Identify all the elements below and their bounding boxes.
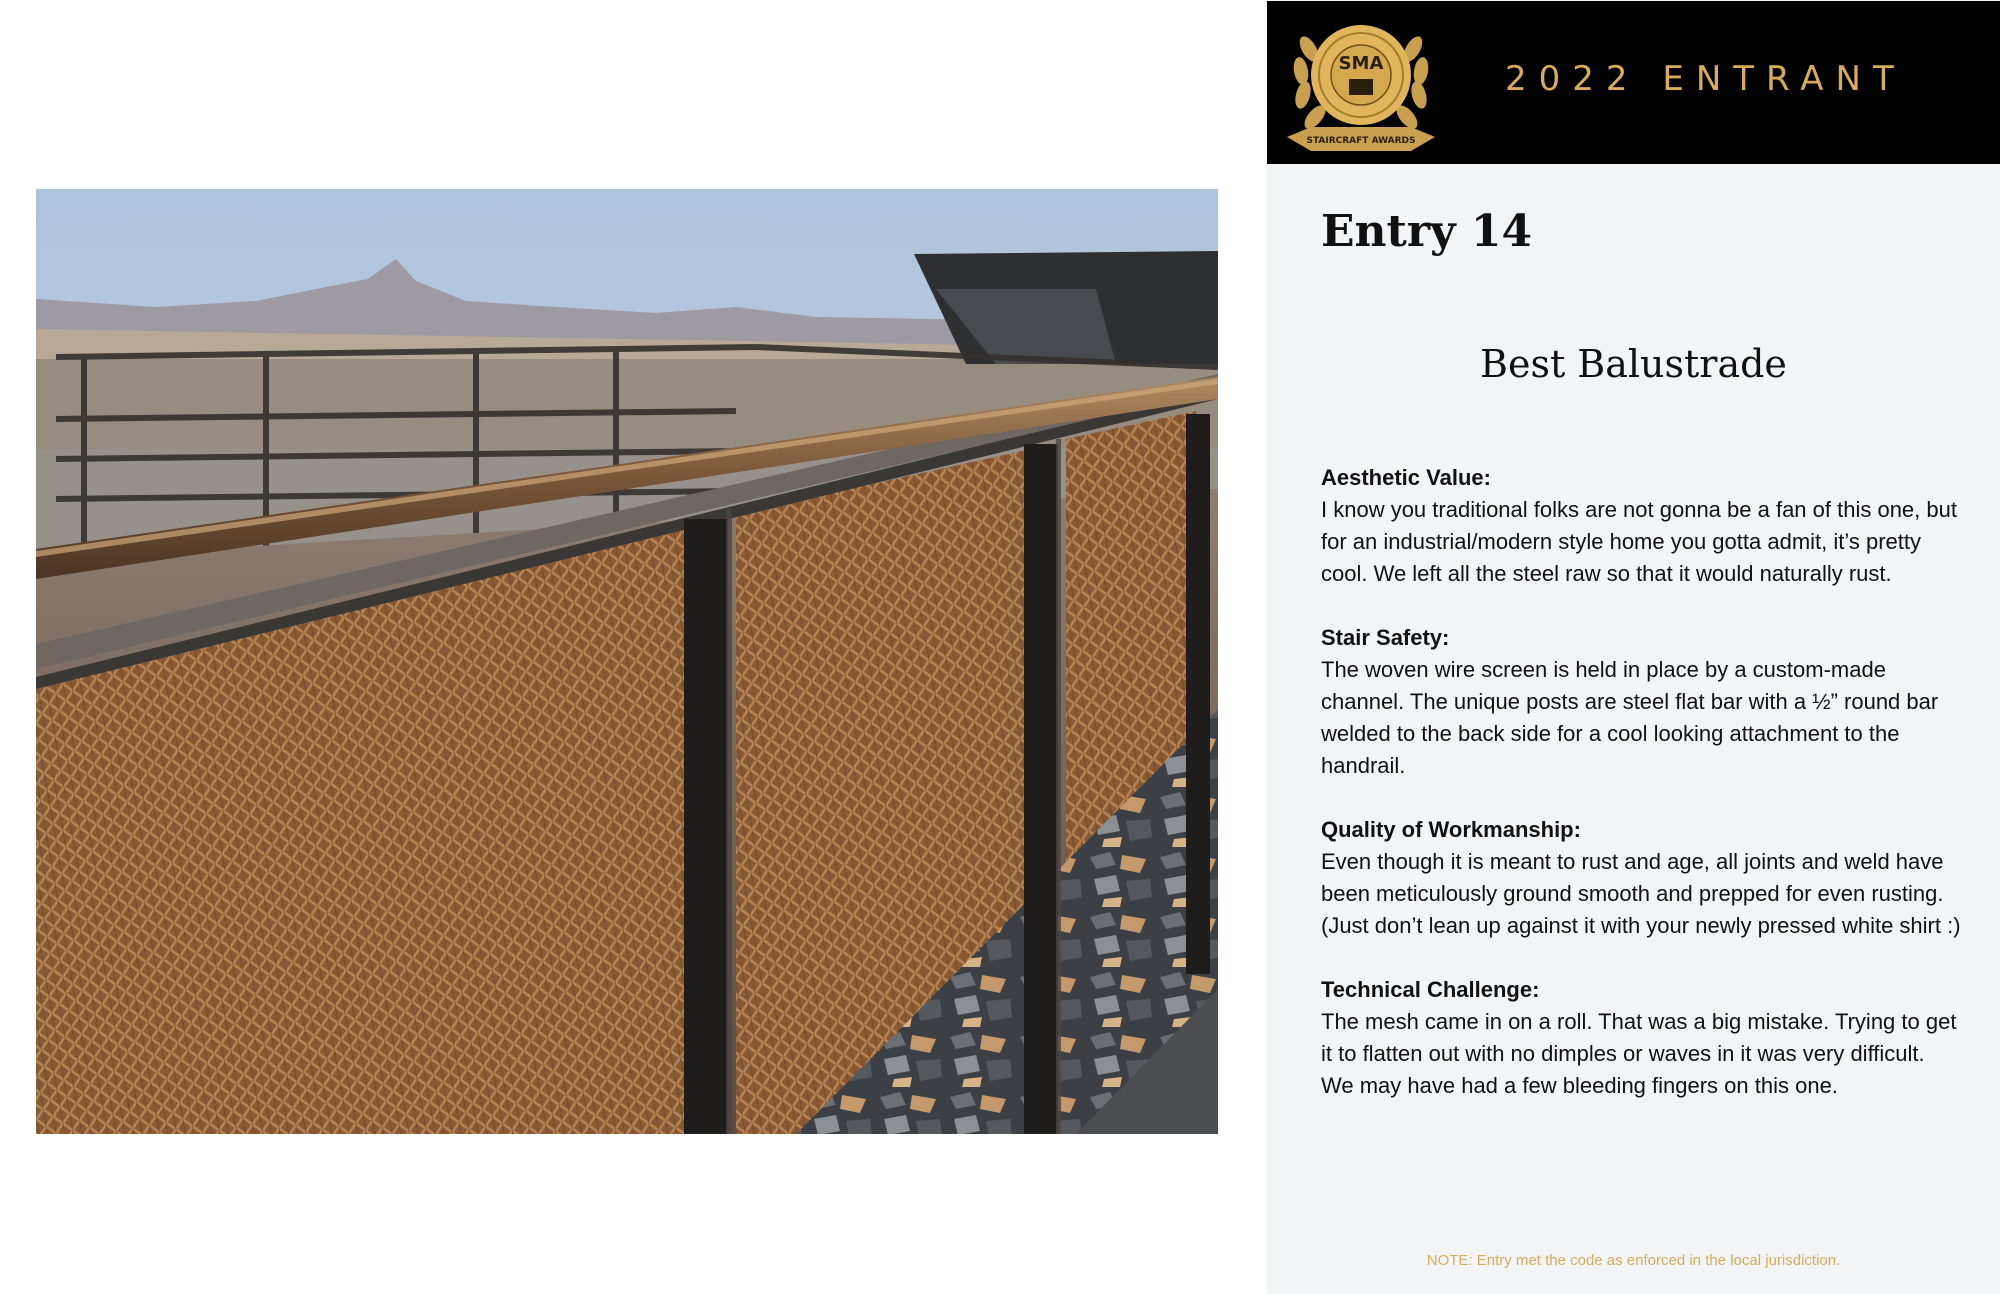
entrant-banner [1267, 1, 2000, 164]
entry-panel [1267, 0, 2000, 1294]
criterion-title: Technical Challenge: [1321, 977, 1540, 1002]
criterion-body: The woven wire screen is held in place by a custom-made channel. The unique posts are steel flat bar with a ½” round bar welded to the back side for a cool looking attachment to the handrail. [1321, 657, 1939, 778]
balustrade-photo [36, 189, 1218, 1134]
code-compliance-note: NOTE: Entry met the code as enforced in the local jurisdiction. [1426, 1252, 1841, 1269]
criterion-aesthetic-value [1321, 462, 1961, 590]
criterion-technical-challenge [1321, 974, 1961, 1102]
award-seal-icon [1281, 9, 1441, 159]
seal-ribbon-text: STAIRCRAFT AWARDS [1306, 136, 1416, 146]
award-category: Best Balustrade [1480, 342, 1787, 386]
criterion-stair-safety [1321, 622, 1961, 782]
criteria-list [1321, 462, 1961, 1134]
criterion-title: Aesthetic Value: [1321, 465, 1491, 490]
entry-title: Entry 14 [1321, 206, 1533, 257]
criterion-body: Even though it is meant to rust and age, all joints and weld have been meticulously ground smooth and prepped for even rusting. (Just don’t lean up against it with your newly pressed white shirt :) [1321, 849, 1961, 938]
entrant-label: 2022 ENTRANT [1505, 59, 1906, 99]
seal-monogram: SMA [1338, 53, 1384, 74]
criterion-quality-of-workmanship [1321, 814, 1961, 942]
criterion-title: Stair Safety: [1321, 625, 1450, 650]
criterion-title: Quality of Workmanship: [1321, 817, 1581, 842]
criterion-body: I know you traditional folks are not gonna be a fan of this one, but for an industrial/modern style home you gotta admit, it’s pretty cool. We left all the steel raw so that it would naturally rust. [1321, 497, 1957, 586]
criterion-body: The mesh came in on a roll. That was a big mistake. Trying to get it to flatten out with no dimples or waves in it was very difficult. We may have had a few bleeding fingers on this one. [1321, 1009, 1957, 1098]
